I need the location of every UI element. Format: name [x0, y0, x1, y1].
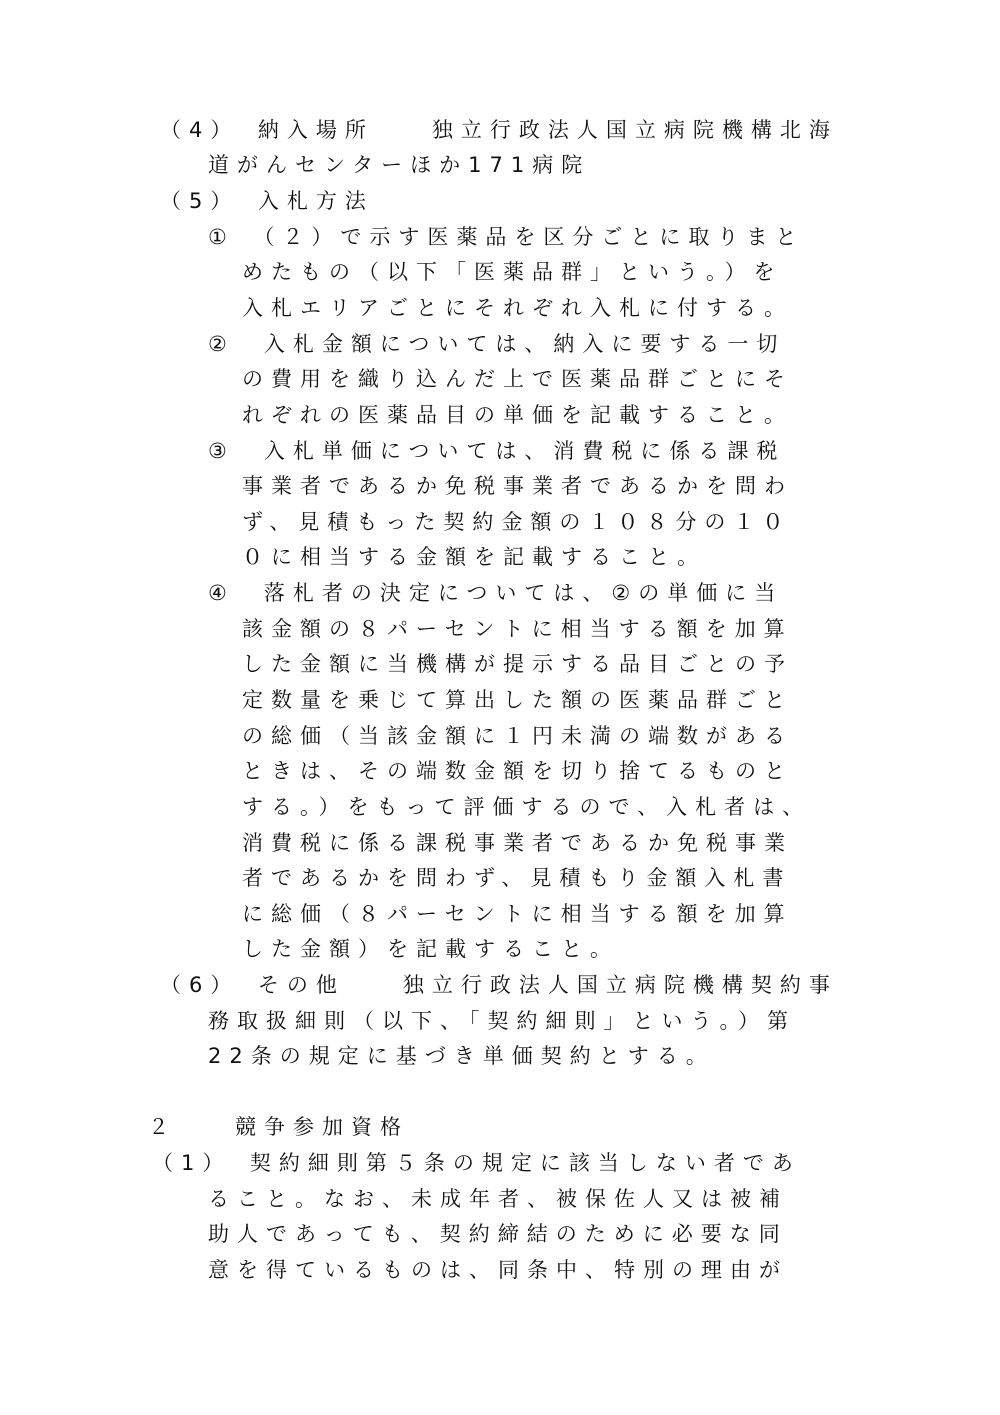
sub-2-line-1: ② 入札金額については、納入に要する一切: [208, 332, 786, 356]
sub-4-line-3: した金額に当機構が提示する品目ごとの予: [242, 652, 793, 676]
s2-item-1-line-2: ること。なお、未成年者、被保佐人又は被補: [208, 1187, 788, 1211]
sub-2-line-2: の費用を織り込んだ上で医薬品群ごとにそ: [242, 367, 793, 391]
sub-2-line-3: れぞれの医薬品目の単価を記載すること。: [242, 403, 793, 427]
item-6-line-1: （6） その他 独立行政法人国立病院機構契約事: [160, 973, 838, 997]
sub-4-line-7: する。）をもって評価するので、入札者は、: [242, 795, 812, 819]
sub-4-line-9: 者であるかを問わず、見積もり金額入札書: [242, 866, 792, 890]
item-5-heading: （5） 入札方法: [160, 189, 374, 213]
sub-3-line-2: 事業者であるか免税事業者であるかを問わ: [242, 474, 793, 498]
sub-4-line-2: 該金額の８パーセントに相当する額を加算: [242, 617, 793, 641]
item-4-line-1: （4） 納入場所 独立行政法人国立病院機構北海: [160, 118, 838, 142]
s2-item-1-line-3: 助人であっても、契約締結のために必要な同: [208, 1222, 788, 1246]
item-4-line-2: 道がんセンターほか171病院: [208, 153, 591, 177]
sub-3-line-3: ず、見積もった契約金額の１０８分の１０: [242, 510, 792, 534]
sub-4-line-5: の総価（当該金額に１円未満の端数がある: [242, 724, 793, 748]
sub-1-line-2: めたもの（以下「医薬品群」という。）を: [242, 260, 783, 284]
s2-item-1-line-4: 意を得ているものは、同条中、特別の理由が: [208, 1258, 788, 1282]
sub-4-line-1: ④ 落札者の決定については、②の単価に当: [208, 581, 784, 605]
section-2-heading: ２ 競争参加資格: [148, 1115, 409, 1139]
sub-4-line-6: ときは、その端数金額を切り捨てるものと: [242, 759, 793, 783]
s2-item-1-line-1: （1） 契約細則第５条の規定に該当しない者であ: [152, 1151, 801, 1175]
sub-3-line-1: ③ 入札単価については、消費税に係る課税: [208, 439, 786, 463]
sub-4-line-8: 消費税に係る課税事業者であるか免税事業: [242, 831, 793, 855]
sub-4-line-4: 定数量を乗じて算出した額の医薬品群ごと: [242, 688, 793, 712]
sub-1-line-1: ① （２）で示す医薬品を区分ごとに取りまと: [208, 225, 805, 249]
sub-1-line-3: 入札エリアごとにそれぞれ入札に付する。: [242, 296, 793, 320]
sub-4-line-11: した金額）を記載すること。: [242, 937, 619, 961]
sub-4-line-10: に総価（８パーセントに相当する額を加算: [242, 902, 793, 926]
sub-3-line-4: ０に相当する金額を記載すること。: [242, 545, 706, 569]
item-6-line-2: 務取扱細則（以下、「契約細則」という。）第: [208, 1009, 796, 1033]
item-6-line-3: 22条の規定に基づき単価契約とする。: [208, 1044, 715, 1068]
